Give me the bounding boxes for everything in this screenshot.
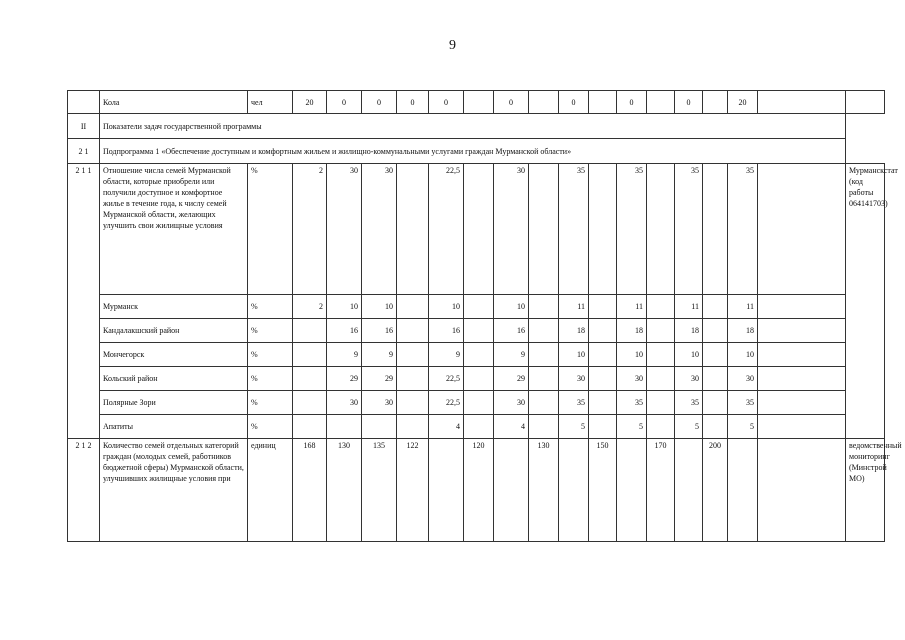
- source-cell: Мурманскстат (код работы 064141703): [846, 164, 885, 439]
- value-cell: 18: [617, 319, 647, 343]
- value-cell: [758, 343, 846, 367]
- city-name-cell: Мурманск: [100, 295, 248, 319]
- value-cell: 0: [397, 91, 429, 114]
- value-cell: [758, 319, 846, 343]
- value-cell: 135: [362, 439, 397, 542]
- value-cell: 35: [559, 391, 589, 415]
- table-row-city: [68, 319, 885, 343]
- value-cell: [758, 91, 846, 114]
- value-cell: 10: [728, 343, 758, 367]
- value-cell: 2: [293, 164, 327, 295]
- value-cell: [703, 295, 728, 319]
- value-cell: 35: [559, 164, 589, 295]
- row-number-cell: 2 1 2: [68, 439, 100, 542]
- value-cell: [529, 343, 559, 367]
- value-cell: 10: [429, 295, 464, 319]
- city-name-cell: Кандалакшский район: [100, 319, 248, 343]
- value-cell: 5: [675, 415, 703, 439]
- value-cell: [703, 391, 728, 415]
- value-cell: 200: [703, 439, 728, 542]
- table-row-city: [68, 343, 885, 367]
- unit-cell: единиц: [248, 439, 293, 542]
- value-cell: [397, 164, 429, 295]
- value-cell: [647, 319, 675, 343]
- value-cell: 20: [728, 91, 758, 114]
- table-row-section: [68, 114, 885, 139]
- value-cell: 20: [293, 91, 327, 114]
- value-cell: 0: [362, 91, 397, 114]
- value-cell: [464, 295, 494, 319]
- value-cell: [647, 295, 675, 319]
- value-cell: 10: [327, 295, 362, 319]
- value-cell: [703, 91, 728, 114]
- indicator-name-cell: Количество семей отдельных категорий граждан (молодых семей, работников бюджетной сферы) Мурманской области, улучшивших жилищные условия при: [100, 439, 248, 542]
- table-row-indicator: [68, 439, 885, 542]
- value-cell: 18: [728, 319, 758, 343]
- value-cell: 30: [494, 164, 529, 295]
- value-cell: 35: [675, 164, 703, 295]
- value-cell: 9: [429, 343, 464, 367]
- value-cell: 35: [617, 164, 647, 295]
- value-cell: 0: [429, 91, 464, 114]
- value-cell: 30: [728, 367, 758, 391]
- value-cell: 29: [494, 367, 529, 391]
- value-cell: [647, 91, 675, 114]
- value-cell: [728, 439, 758, 542]
- value-cell: 5: [559, 415, 589, 439]
- value-cell: [703, 319, 728, 343]
- value-cell: [464, 391, 494, 415]
- value-cell: [464, 91, 494, 114]
- value-cell: 10: [617, 343, 647, 367]
- value-cell: 11: [675, 295, 703, 319]
- value-cell: 10: [494, 295, 529, 319]
- value-cell: [589, 367, 617, 391]
- indicators-table: [67, 90, 902, 542]
- unit-cell: %: [248, 295, 293, 319]
- value-cell: 35: [728, 164, 758, 295]
- value-cell: [397, 367, 429, 391]
- value-cell: 16: [494, 319, 529, 343]
- value-cell: 0: [494, 91, 529, 114]
- value-cell: [464, 415, 494, 439]
- city-name-cell: Мончегорск: [100, 343, 248, 367]
- table-row-city: [68, 391, 885, 415]
- value-cell: 16: [362, 319, 397, 343]
- value-cell: [647, 343, 675, 367]
- value-cell: 16: [327, 319, 362, 343]
- row-number-cell: 2 1 1: [68, 164, 100, 439]
- value-cell: 30: [327, 164, 362, 295]
- value-cell: [293, 319, 327, 343]
- table-row-city: [68, 415, 885, 439]
- unit-cell: %: [248, 343, 293, 367]
- value-cell: [703, 343, 728, 367]
- value-cell: 0: [675, 91, 703, 114]
- value-cell: [397, 295, 429, 319]
- value-cell: 10: [675, 343, 703, 367]
- value-cell: [529, 415, 559, 439]
- value-cell: [758, 164, 846, 295]
- source-cell: ведомственный мониторинг (Минстрой МО): [846, 439, 885, 542]
- value-cell: [589, 343, 617, 367]
- value-cell: 29: [327, 367, 362, 391]
- city-name-cell: Кольский район: [100, 367, 248, 391]
- value-cell: 30: [559, 367, 589, 391]
- value-cell: [703, 164, 728, 295]
- row-number-cell: [68, 91, 100, 114]
- value-cell: [397, 343, 429, 367]
- value-cell: [397, 319, 429, 343]
- city-name-cell: Полярные Зори: [100, 391, 248, 415]
- value-cell: [529, 295, 559, 319]
- value-cell: [758, 391, 846, 415]
- value-cell: [647, 415, 675, 439]
- value-cell: 30: [327, 391, 362, 415]
- value-cell: [647, 391, 675, 415]
- value-cell: 18: [559, 319, 589, 343]
- value-cell: [464, 319, 494, 343]
- value-cell: [647, 367, 675, 391]
- value-cell: [429, 439, 464, 542]
- table-row-city: [68, 367, 885, 391]
- indicator-name-cell: Кола: [100, 91, 248, 114]
- unit-cell: %: [248, 391, 293, 415]
- value-cell: [589, 91, 617, 114]
- value-cell: 0: [617, 91, 647, 114]
- value-cell: [397, 391, 429, 415]
- value-cell: [362, 415, 397, 439]
- value-cell: [529, 91, 559, 114]
- value-cell: [589, 391, 617, 415]
- value-cell: 11: [728, 295, 758, 319]
- value-cell: 150: [589, 439, 617, 542]
- value-cell: 18: [675, 319, 703, 343]
- page-number: 9: [449, 38, 456, 53]
- value-cell: 10: [362, 295, 397, 319]
- value-cell: 168: [293, 439, 327, 542]
- value-cell: [589, 164, 617, 295]
- unit-cell: %: [248, 164, 293, 295]
- value-cell: [758, 295, 846, 319]
- value-cell: 11: [617, 295, 647, 319]
- value-cell: [529, 367, 559, 391]
- value-cell: [529, 319, 559, 343]
- section-number-cell: II: [68, 114, 100, 139]
- value-cell: 0: [559, 91, 589, 114]
- value-cell: [293, 415, 327, 439]
- value-cell: 29: [362, 367, 397, 391]
- value-cell: [589, 319, 617, 343]
- value-cell: 30: [617, 367, 647, 391]
- value-cell: 9: [362, 343, 397, 367]
- value-cell: [647, 164, 675, 295]
- unit-cell: чел: [248, 91, 293, 114]
- unit-cell: %: [248, 367, 293, 391]
- subprogram-number-cell: 2 1: [68, 139, 100, 164]
- value-cell: 10: [559, 343, 589, 367]
- value-cell: 16: [429, 319, 464, 343]
- value-cell: 35: [675, 391, 703, 415]
- value-cell: 22,5: [429, 367, 464, 391]
- value-cell: 9: [494, 343, 529, 367]
- value-cell: [675, 439, 703, 542]
- value-cell: [293, 343, 327, 367]
- value-cell: [464, 343, 494, 367]
- value-cell: [589, 415, 617, 439]
- table-row-kola: [68, 91, 885, 114]
- value-cell: 5: [617, 415, 647, 439]
- value-cell: [758, 367, 846, 391]
- value-cell: [589, 295, 617, 319]
- value-cell: [529, 164, 559, 295]
- value-cell: 30: [675, 367, 703, 391]
- unit-cell: %: [248, 319, 293, 343]
- value-cell: [327, 415, 362, 439]
- value-cell: 130: [327, 439, 362, 542]
- value-cell: 11: [559, 295, 589, 319]
- value-cell: 30: [494, 391, 529, 415]
- value-cell: 9: [327, 343, 362, 367]
- value-cell: [397, 415, 429, 439]
- value-cell: 4: [494, 415, 529, 439]
- indicator-name-cell: Отношение числа семей Мурманской области, которые приобрели или получили доступное и комфортное жилье в течение года, к числу семей Мурманской области, желающих улучшить свои жилищные условия: [100, 164, 248, 295]
- value-cell: 30: [362, 391, 397, 415]
- source-cell: [846, 91, 885, 114]
- value-cell: [293, 367, 327, 391]
- value-cell: [293, 391, 327, 415]
- value-cell: 22,5: [429, 391, 464, 415]
- unit-cell: %: [248, 415, 293, 439]
- value-cell: [559, 439, 589, 542]
- value-cell: [758, 415, 846, 439]
- value-cell: [703, 367, 728, 391]
- value-cell: 120: [464, 439, 494, 542]
- value-cell: 22,5: [429, 164, 464, 295]
- value-cell: 170: [647, 439, 675, 542]
- value-cell: 5: [728, 415, 758, 439]
- city-name-cell: Апатиты: [100, 415, 248, 439]
- table-row-city: [68, 295, 885, 319]
- value-cell: 2: [293, 295, 327, 319]
- table-row-indicator: [68, 164, 885, 295]
- value-cell: [617, 439, 647, 542]
- value-cell: 35: [617, 391, 647, 415]
- section-title-cell: Показатели задач государственной программы: [100, 114, 846, 139]
- value-cell: 130: [529, 439, 559, 542]
- value-cell: 30: [362, 164, 397, 295]
- value-cell: [464, 367, 494, 391]
- value-cell: 122: [397, 439, 429, 542]
- value-cell: 4: [429, 415, 464, 439]
- subprogram-title-cell: Подпрограмма 1 «Обеспечение доступным и комфортным жильем и жилищно-коммунальными услугами граждан Мурманской области»: [100, 139, 846, 164]
- value-cell: [758, 439, 846, 542]
- value-cell: 35: [728, 391, 758, 415]
- table-row-subprogram: [68, 139, 885, 164]
- value-cell: 0: [327, 91, 362, 114]
- value-cell: [703, 415, 728, 439]
- value-cell: [464, 164, 494, 295]
- value-cell: [494, 439, 529, 542]
- value-cell: [529, 391, 559, 415]
